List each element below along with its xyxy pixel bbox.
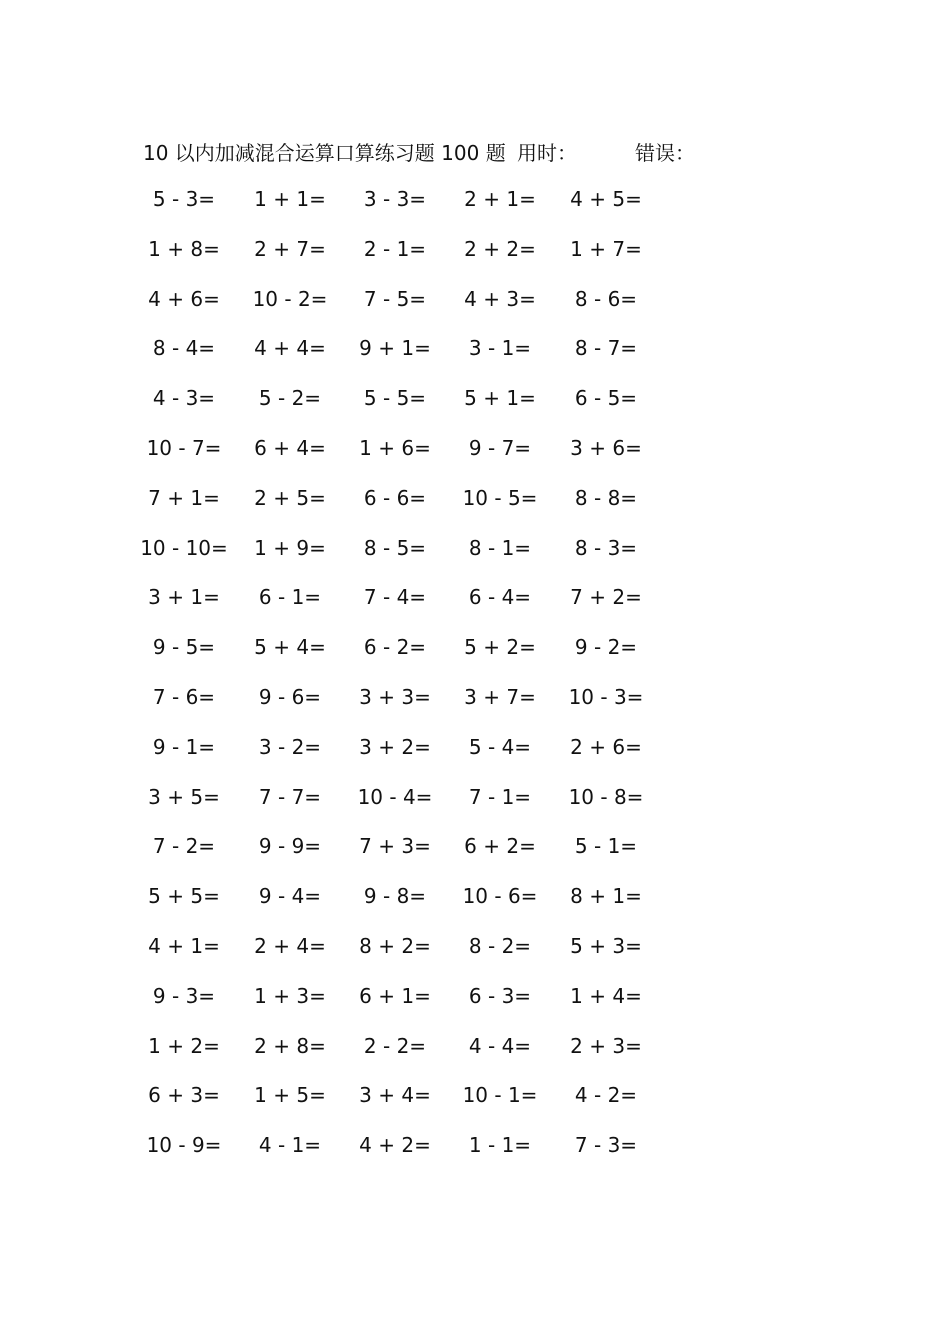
arithmetic-problem: 5 - 4= — [468, 734, 532, 759]
arithmetic-problem: 9 - 4= — [258, 884, 322, 909]
arithmetic-problem: 5 - 1= — [574, 834, 638, 859]
arithmetic-problem: 1 + 5= — [254, 1083, 326, 1108]
arithmetic-problem: 3 + 3= — [359, 684, 431, 709]
arithmetic-problem: 8 - 8= — [574, 485, 638, 510]
arithmetic-problem: 8 - 7= — [574, 336, 638, 361]
arithmetic-problem: 1 + 2= — [148, 1033, 220, 1058]
arithmetic-problem: 7 - 6= — [152, 684, 216, 709]
arithmetic-problem: 3 + 5= — [148, 784, 220, 809]
problem-row — [0, 533, 950, 583]
arithmetic-problem: 1 + 6= — [359, 435, 431, 460]
arithmetic-problem: 10 - 8= — [568, 784, 644, 809]
arithmetic-problem: 2 + 8= — [254, 1033, 326, 1058]
arithmetic-problem: 10 - 2= — [252, 286, 328, 311]
arithmetic-problem: 7 - 1= — [468, 784, 532, 809]
arithmetic-problem: 9 - 9= — [258, 834, 322, 859]
arithmetic-problem: 6 + 4= — [254, 435, 326, 460]
arithmetic-problem: 7 - 2= — [152, 834, 216, 859]
arithmetic-problem: 9 - 1= — [152, 734, 216, 759]
arithmetic-problem: 1 + 4= — [570, 983, 642, 1008]
arithmetic-problem: 3 + 1= — [148, 585, 220, 610]
arithmetic-problem: 5 + 1= — [464, 386, 536, 411]
problem-row — [0, 234, 950, 284]
arithmetic-problem: 4 - 4= — [468, 1033, 532, 1058]
arithmetic-problem: 7 + 3= — [359, 834, 431, 859]
arithmetic-problem: 10 - 5= — [462, 485, 538, 510]
arithmetic-problem: 9 + 1= — [359, 336, 431, 361]
arithmetic-problem: 4 - 2= — [574, 1083, 638, 1108]
arithmetic-problem: 6 - 3= — [468, 983, 532, 1008]
arithmetic-problem: 9 - 7= — [468, 435, 532, 460]
arithmetic-problem: 4 + 4= — [254, 336, 326, 361]
arithmetic-problem: 10 - 7= — [146, 435, 222, 460]
problem-row — [0, 383, 950, 433]
arithmetic-problem: 1 - 1= — [468, 1133, 532, 1158]
arithmetic-problem: 1 + 3= — [254, 983, 326, 1008]
arithmetic-problem: 2 + 3= — [570, 1033, 642, 1058]
arithmetic-problem: 2 + 2= — [464, 236, 536, 261]
arithmetic-problem: 3 + 2= — [359, 734, 431, 759]
arithmetic-problem: 5 - 5= — [363, 386, 427, 411]
arithmetic-problem: 6 + 3= — [148, 1083, 220, 1108]
problem-row — [0, 732, 950, 782]
arithmetic-problem: 9 - 5= — [152, 635, 216, 660]
arithmetic-problem: 3 - 3= — [363, 187, 427, 211]
arithmetic-problem: 7 - 3= — [574, 1133, 638, 1158]
arithmetic-problem: 10 - 4= — [357, 784, 433, 809]
arithmetic-problem: 4 - 3= — [152, 386, 216, 411]
arithmetic-problem: 2 - 2= — [363, 1033, 427, 1058]
arithmetic-problem: 6 + 2= — [464, 834, 536, 859]
time-used-label: 用时： — [517, 141, 577, 165]
arithmetic-problem: 1 + 1= — [254, 187, 326, 211]
arithmetic-problem: 5 - 2= — [258, 386, 322, 411]
arithmetic-problem: 3 + 7= — [464, 684, 536, 709]
arithmetic-problem: 9 - 2= — [574, 635, 638, 660]
arithmetic-problem: 10 - 1= — [462, 1083, 538, 1108]
arithmetic-problem: 3 - 2= — [258, 734, 322, 759]
arithmetic-problem: 8 - 4= — [152, 336, 216, 361]
arithmetic-problem: 9 - 8= — [363, 884, 427, 909]
arithmetic-problem: 10 - 3= — [568, 684, 644, 709]
arithmetic-problem: 3 + 6= — [570, 435, 642, 460]
arithmetic-problem: 3 - 1= — [468, 336, 532, 361]
arithmetic-problem: 4 + 1= — [148, 933, 220, 958]
arithmetic-problem: 1 + 8= — [148, 236, 220, 261]
arithmetic-problem: 8 + 1= — [570, 884, 642, 909]
arithmetic-problem: 2 + 7= — [254, 236, 326, 261]
problem-row — [0, 1130, 950, 1180]
problem-row — [0, 333, 950, 383]
problem-row — [0, 433, 950, 483]
arithmetic-problem: 9 - 6= — [258, 684, 322, 709]
arithmetic-problem: 2 + 6= — [570, 734, 642, 759]
arithmetic-problem: 7 - 4= — [363, 585, 427, 610]
arithmetic-problem: 6 - 2= — [363, 635, 427, 660]
problem-row — [0, 1080, 950, 1130]
arithmetic-problem: 10 - 6= — [462, 884, 538, 909]
arithmetic-problem: 3 + 4= — [359, 1083, 431, 1108]
arithmetic-problem: 2 - 1= — [363, 236, 427, 261]
problem-row — [0, 1031, 950, 1081]
arithmetic-problem: 8 - 6= — [574, 286, 638, 311]
problem-row — [0, 831, 950, 881]
arithmetic-problem: 5 - 3= — [152, 187, 216, 211]
arithmetic-problem: 10 - 10= — [140, 535, 228, 560]
errors-label: 错误： — [635, 141, 695, 165]
arithmetic-problem: 9 - 3= — [152, 983, 216, 1008]
problem-row — [0, 881, 950, 931]
problem-row — [0, 782, 950, 832]
arithmetic-problem: 8 - 3= — [574, 535, 638, 560]
worksheet-title: 10 以内加减混合运算口算练习题 100 题 — [143, 141, 506, 165]
arithmetic-problem: 7 - 7= — [258, 784, 322, 809]
arithmetic-problem: 4 + 6= — [148, 286, 220, 311]
arithmetic-problem: 2 + 5= — [254, 485, 326, 510]
problem-row — [0, 184, 950, 234]
problem-row — [0, 284, 950, 334]
arithmetic-problem: 6 + 1= — [359, 983, 431, 1008]
arithmetic-problem: 6 - 4= — [468, 585, 532, 610]
arithmetic-problem: 6 - 6= — [363, 485, 427, 510]
arithmetic-problem: 2 + 4= — [254, 933, 326, 958]
problem-grid — [0, 184, 950, 1180]
arithmetic-problem: 1 + 9= — [254, 535, 326, 560]
arithmetic-problem: 5 + 5= — [148, 884, 220, 909]
arithmetic-problem: 6 - 5= — [574, 386, 638, 411]
problem-row — [0, 682, 950, 732]
arithmetic-problem: 8 + 2= — [359, 933, 431, 958]
arithmetic-problem: 7 + 1= — [148, 485, 220, 510]
arithmetic-problem: 7 + 2= — [570, 585, 642, 610]
arithmetic-problem: 4 + 3= — [464, 286, 536, 311]
arithmetic-problem: 5 + 3= — [570, 933, 642, 958]
arithmetic-problem: 8 - 2= — [468, 933, 532, 958]
arithmetic-problem: 5 + 2= — [464, 635, 536, 660]
arithmetic-problem: 4 + 5= — [570, 187, 642, 211]
problem-row — [0, 483, 950, 533]
problem-row — [0, 981, 950, 1031]
problem-row — [0, 632, 950, 682]
arithmetic-problem: 10 - 9= — [146, 1133, 222, 1158]
arithmetic-problem: 8 - 1= — [468, 535, 532, 560]
arithmetic-problem: 1 + 7= — [570, 236, 642, 261]
arithmetic-problem: 2 + 1= — [464, 187, 536, 211]
arithmetic-problem: 5 + 4= — [254, 635, 326, 660]
arithmetic-problem: 4 + 2= — [359, 1133, 431, 1158]
arithmetic-problem: 6 - 1= — [258, 585, 322, 610]
arithmetic-problem: 4 - 1= — [258, 1133, 322, 1158]
problem-row — [0, 582, 950, 632]
arithmetic-problem: 8 - 5= — [363, 535, 427, 560]
arithmetic-problem: 7 - 5= — [363, 286, 427, 311]
problem-row — [0, 931, 950, 981]
